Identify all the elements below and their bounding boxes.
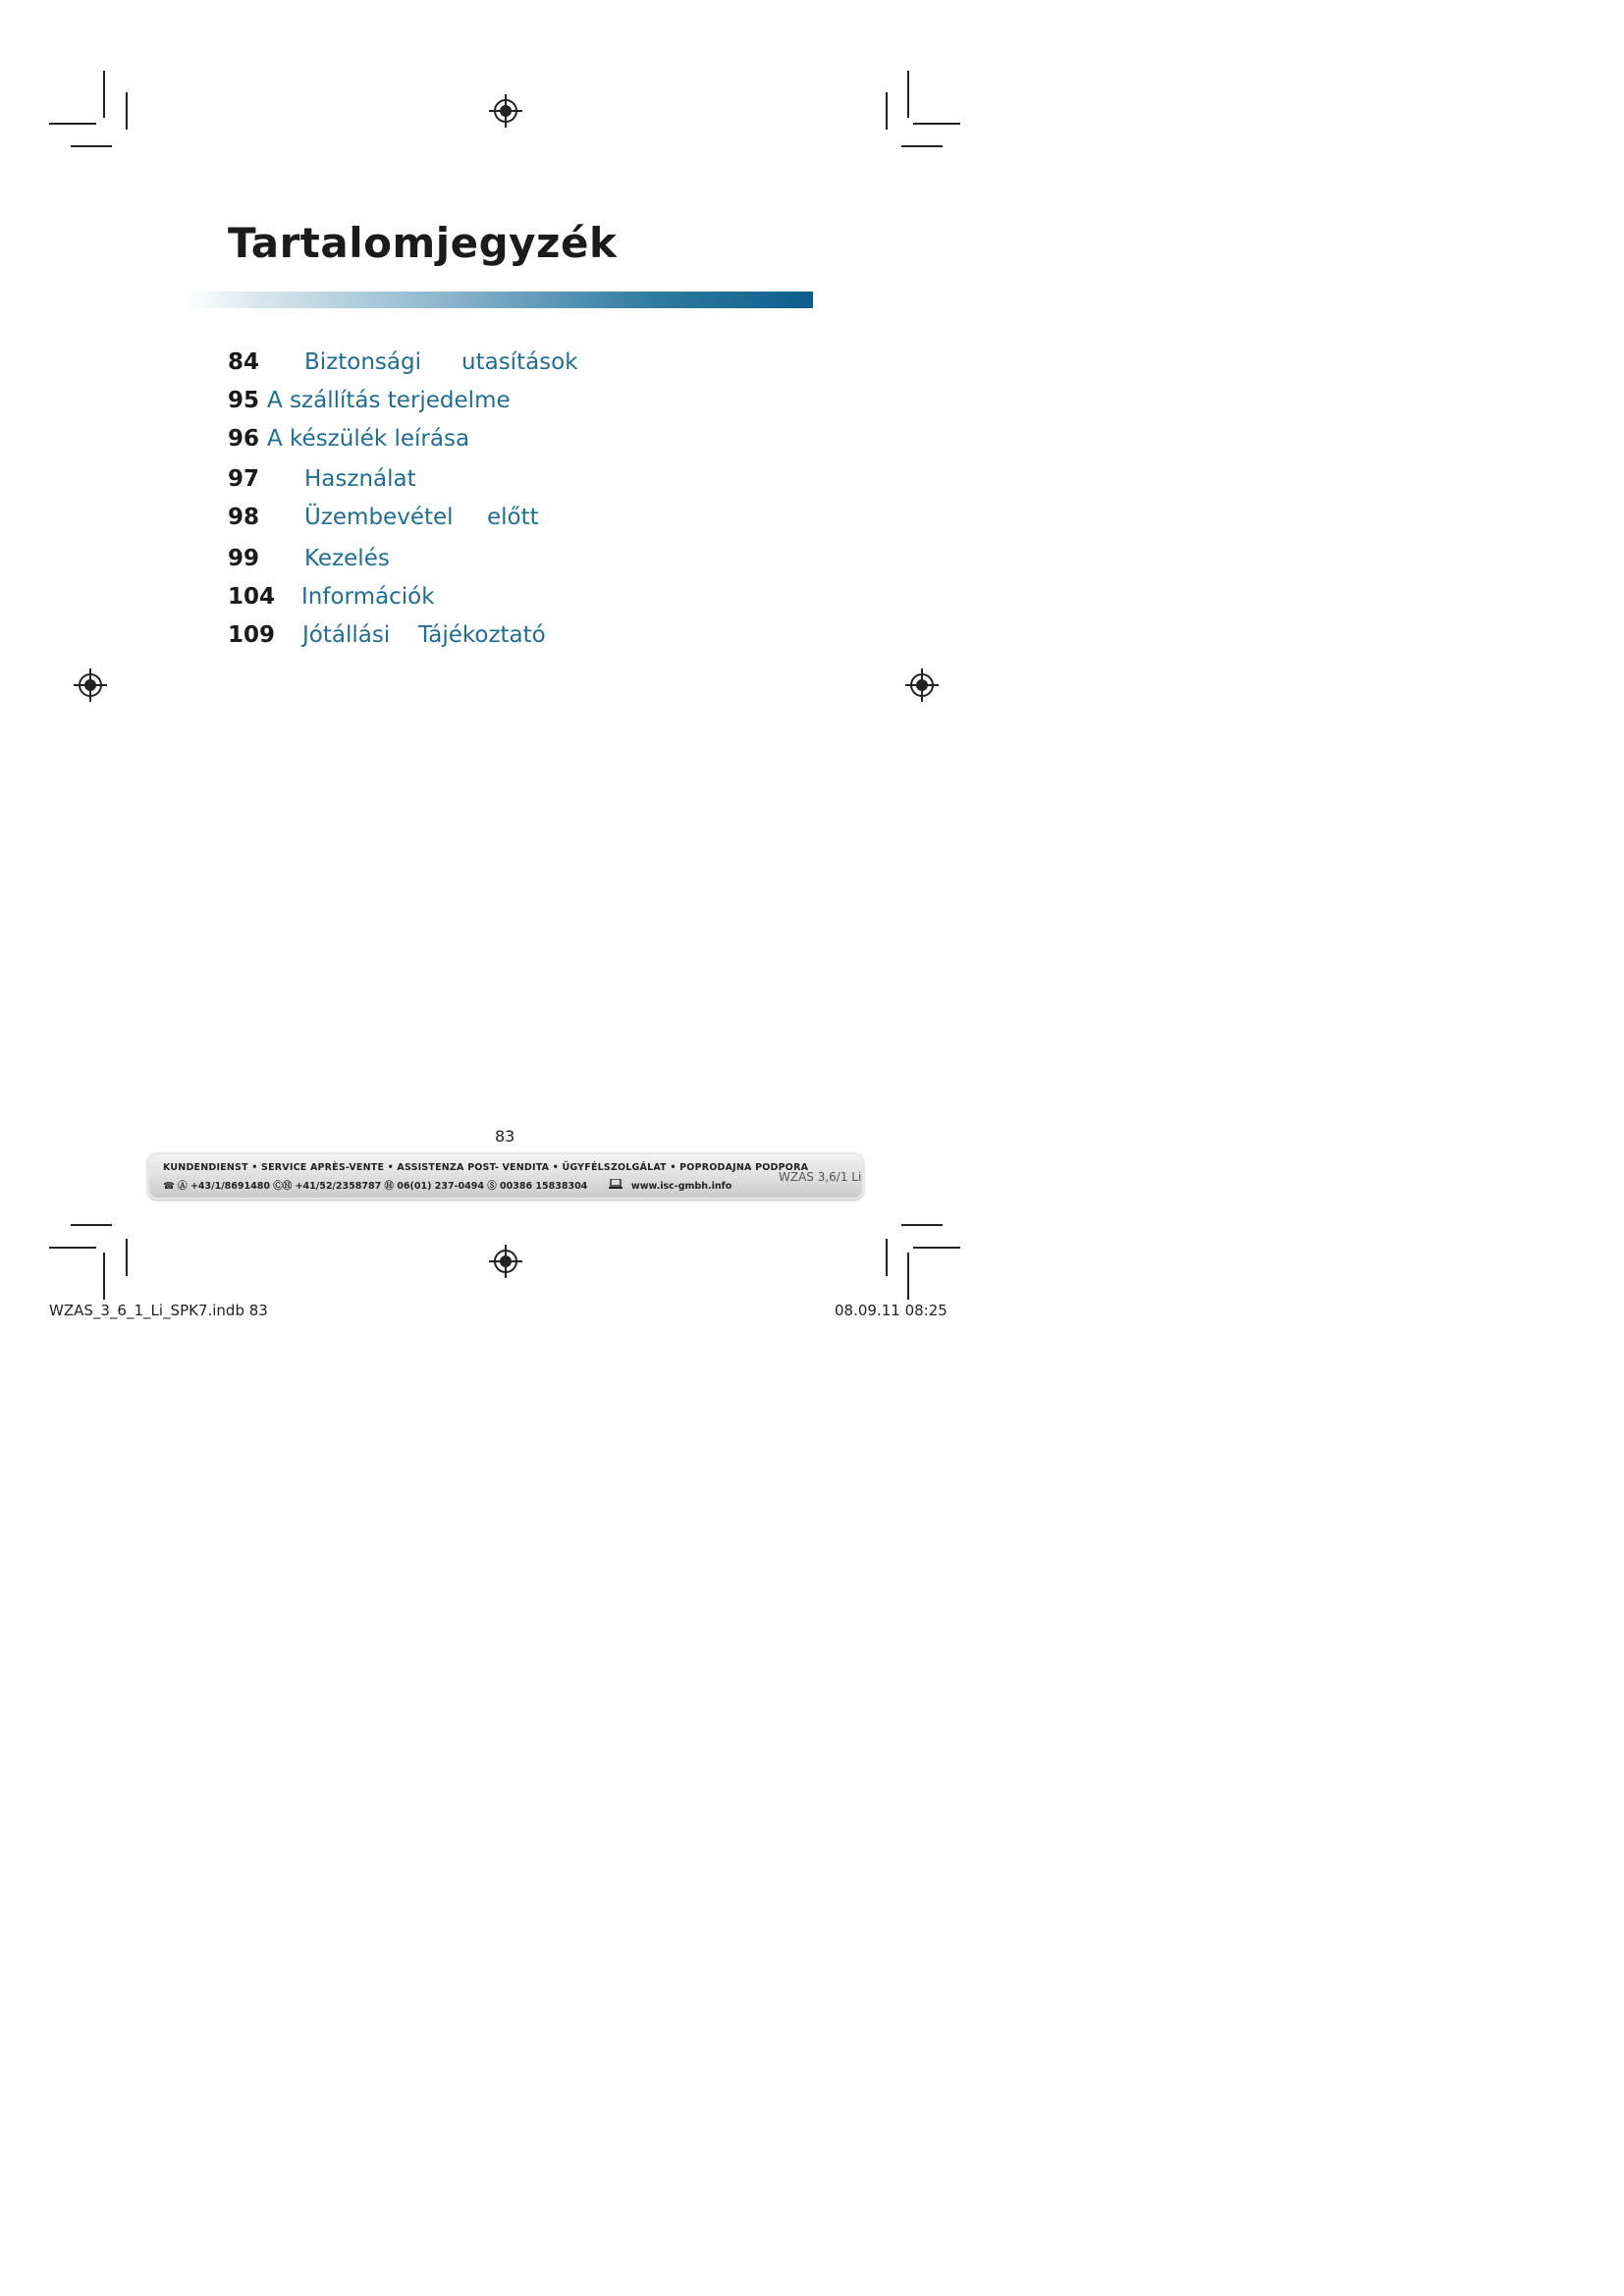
crop-mark: [126, 1239, 128, 1276]
toc-label: utasítások: [461, 349, 578, 375]
toc-label: Biztonsági: [304, 349, 421, 375]
crop-mark: [49, 123, 96, 125]
crop-mark: [103, 1253, 105, 1300]
toc-label: Jótállási: [302, 622, 391, 648]
laptop-icon: [609, 1179, 623, 1192]
toc-label: A szállítás terjedelme: [267, 388, 511, 413]
crop-mark: [886, 92, 888, 130]
footer-timestamp: 08.09.11 08:25: [835, 1302, 947, 1319]
toc-page-number: 95: [228, 388, 260, 413]
crop-mark: [913, 123, 960, 125]
toc-page-number: 104: [228, 584, 276, 610]
crop-mark: [901, 145, 943, 147]
crop-mark: [901, 1224, 943, 1226]
toc-page-number: 97: [228, 466, 260, 492]
toc-page-number: 99: [228, 546, 260, 571]
phone-numbers: ☎ Ⓐ +43/1/8691480 ⒸⒽ +41/52/2358787 Ⓗ 06(01) 237-0494 Ⓢ 00386 15838304: [163, 1181, 588, 1192]
toc-label: Kezelés: [304, 546, 390, 571]
registration-mark-icon: [489, 94, 522, 128]
crop-mark: [126, 92, 128, 130]
toc-label: Tájékoztató: [418, 622, 546, 648]
toc-page-number: 109: [228, 622, 276, 648]
crop-mark: [49, 1247, 96, 1249]
toc-page-number: 84: [228, 349, 260, 375]
toc-page-number: 98: [228, 505, 260, 530]
page-title: Tartalomjegyzék: [228, 219, 618, 267]
title-gradient-bar: [187, 292, 813, 308]
toc-label: Használat: [304, 466, 416, 492]
model-label: WZAS 3,6/1 Li: [779, 1170, 862, 1184]
toc-label: Üzembevétel: [304, 505, 454, 530]
service-contacts: [163, 1178, 731, 1192]
crop-mark: [907, 71, 909, 118]
crop-mark: [103, 71, 105, 118]
crop-mark: [913, 1247, 960, 1249]
crop-mark: [71, 145, 112, 147]
registration-mark-icon: [905, 668, 939, 702]
registration-mark-icon: [74, 668, 107, 702]
page-number: 83: [495, 1127, 515, 1146]
toc-page-number: 96: [228, 426, 260, 452]
crop-mark: [886, 1239, 888, 1276]
crop-mark: [907, 1253, 909, 1300]
toc-label: előtt: [487, 505, 539, 530]
footer-filename: WZAS_3_6_1_Li_SPK7.indb 83: [49, 1302, 268, 1319]
crop-mark: [71, 1224, 112, 1226]
registration-mark-icon: [489, 1245, 522, 1278]
service-heading: KUNDENDIENST • SERVICE APRÈS-VENTE • ASSISTENZA POST- VENDITA • ÜGYFÉLSZOLGÁLAT • POPRODAJNA PODPORA: [163, 1162, 809, 1173]
toc-label: Információk: [301, 584, 435, 610]
toc-label: A készülék leírása: [267, 426, 470, 452]
website-link[interactable]: www.isc-gmbh.info: [630, 1181, 732, 1192]
service-contact-bar: [147, 1152, 864, 1200]
